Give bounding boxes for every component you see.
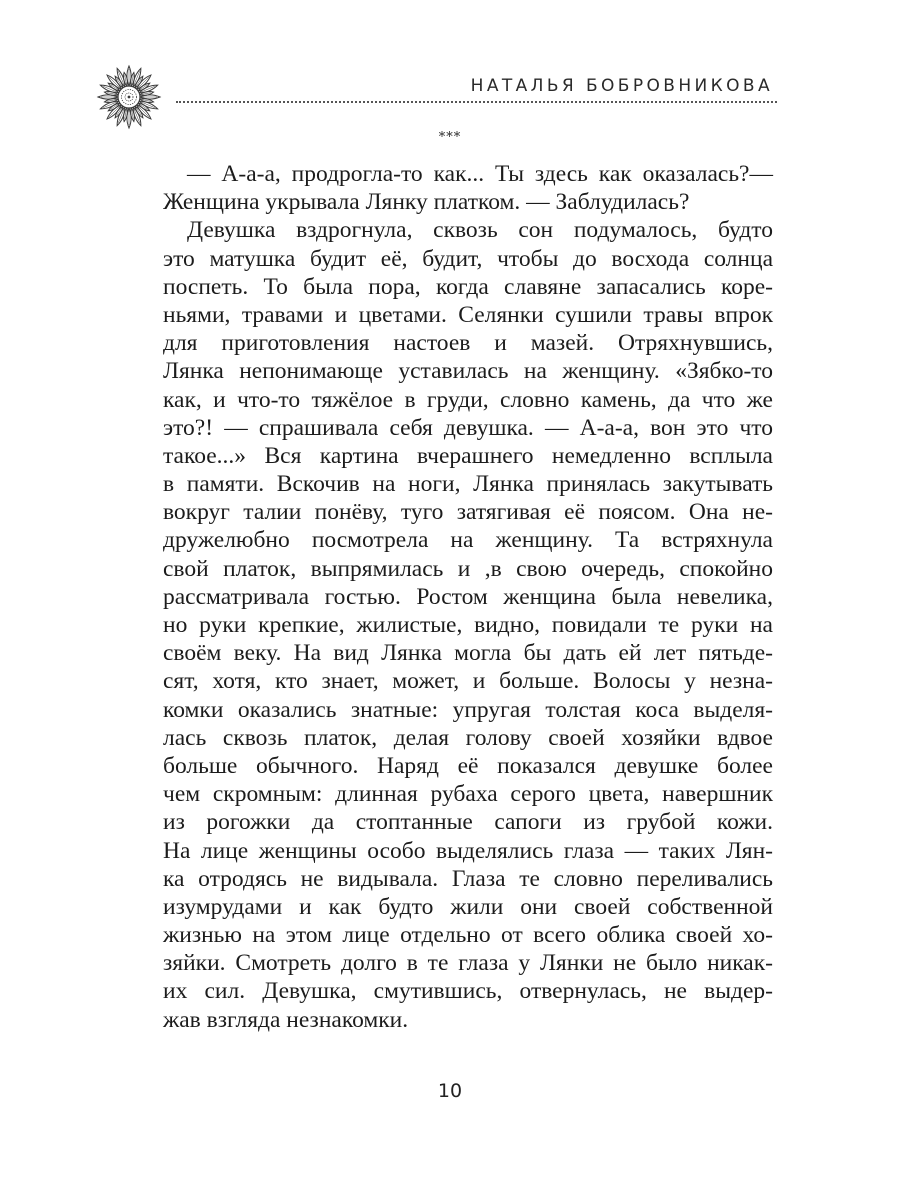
text-line: ньями, травами и цветами. Селянки сушили травы впрок [163,301,773,328]
text-line: зяйки. Смотреть долго в те глаза у Лянки не было никак- [163,950,773,977]
text-line: Женщина укрывала Лянку платком. — Заблудилась? [163,189,690,216]
text-line: в памяти. Вскочив на ноги, Лянка принялась закутывать [163,471,773,498]
text-line: лась сквозь платок, делая голову своей хозяйки вдвое [163,724,773,751]
header-dotted-divider [176,101,777,103]
text-line: жав взгляда незнакомки. [163,1006,409,1033]
text-line: это?! — спрашивала себя девушка. — А-а-а, вон это что [163,414,773,441]
text-line: такое...» Вся картина вчерашнего немедленно всплыла [163,442,773,469]
text-line: больше обычного. Наряд её показался девушке более [163,752,773,779]
page-body [163,160,773,1034]
text-line: На лице женщины особо выделялись глаза — таких Лян- [163,837,773,864]
text-line: их сил. Девушка, смутившись, отвернулась, не выдер- [163,978,773,1005]
section-break-asterisks: *** [438,130,462,145]
text-line: дружелюбно посмотрела на женщину. Та встряхнула [163,527,773,554]
sunflower-icon [96,64,162,130]
text-line: для приготовления настоев и мазей. Отряхнувшись, [163,330,773,357]
text-line: Лянка непонимающе уставилась на женщину. «Зябко-то [163,358,773,385]
text-line: чем скромным: длинная рубаха серого цвета, навершник [163,781,773,808]
text-line: из рогожки да стоптанные сапоги из грубой кожи. [163,809,773,836]
text-line: как, и что-то тяжёлое в груди, словно камень, да что же [163,386,773,413]
running-header-author: НАТАЛЬЯ БОБРОВНИКОВА [470,76,773,96]
text-line: ка отродясь не видывала. Глаза те словно переливались [163,865,773,892]
text-line: изумрудами и как будто жили они своей собственной [163,893,773,920]
text-line: сят, хотя, кто знает, может, и больше. Волосы у незна- [163,668,773,695]
text-line: но руки крепкие, жилистые, видно, повидали те руки на [163,612,773,638]
text-line: это матушка будит её, будит, чтобы до восхода солнца [163,245,773,272]
page-number: 10 [437,1080,463,1102]
text-line: — А-а-а, продрогла-то как... Ты здесь как оказалась?— [187,161,773,187]
text-line: Девушка вздрогнула, сквозь сон подумалось, будто [187,217,773,244]
text-line: жизнью на этом лице отдельно от всего облика своей хо- [163,922,773,949]
text-line: свой платок, выпрямилась и ,в свою очередь, спокойно [163,555,773,582]
text-line: поспеть. То была пора, когда славяне запасались коре- [163,273,773,300]
text-line: рассматривала гостью. Ростом женщина была невелика, [163,583,773,610]
text-line: своём веку. На вид Лянка могла бы дать ей лет пятьде- [163,640,773,667]
text-line: вокруг талии понёву, туго затягивая её поясом. Она не- [163,499,773,526]
text-line: комки оказались знатные: упругая толстая коса выделя- [163,696,773,723]
